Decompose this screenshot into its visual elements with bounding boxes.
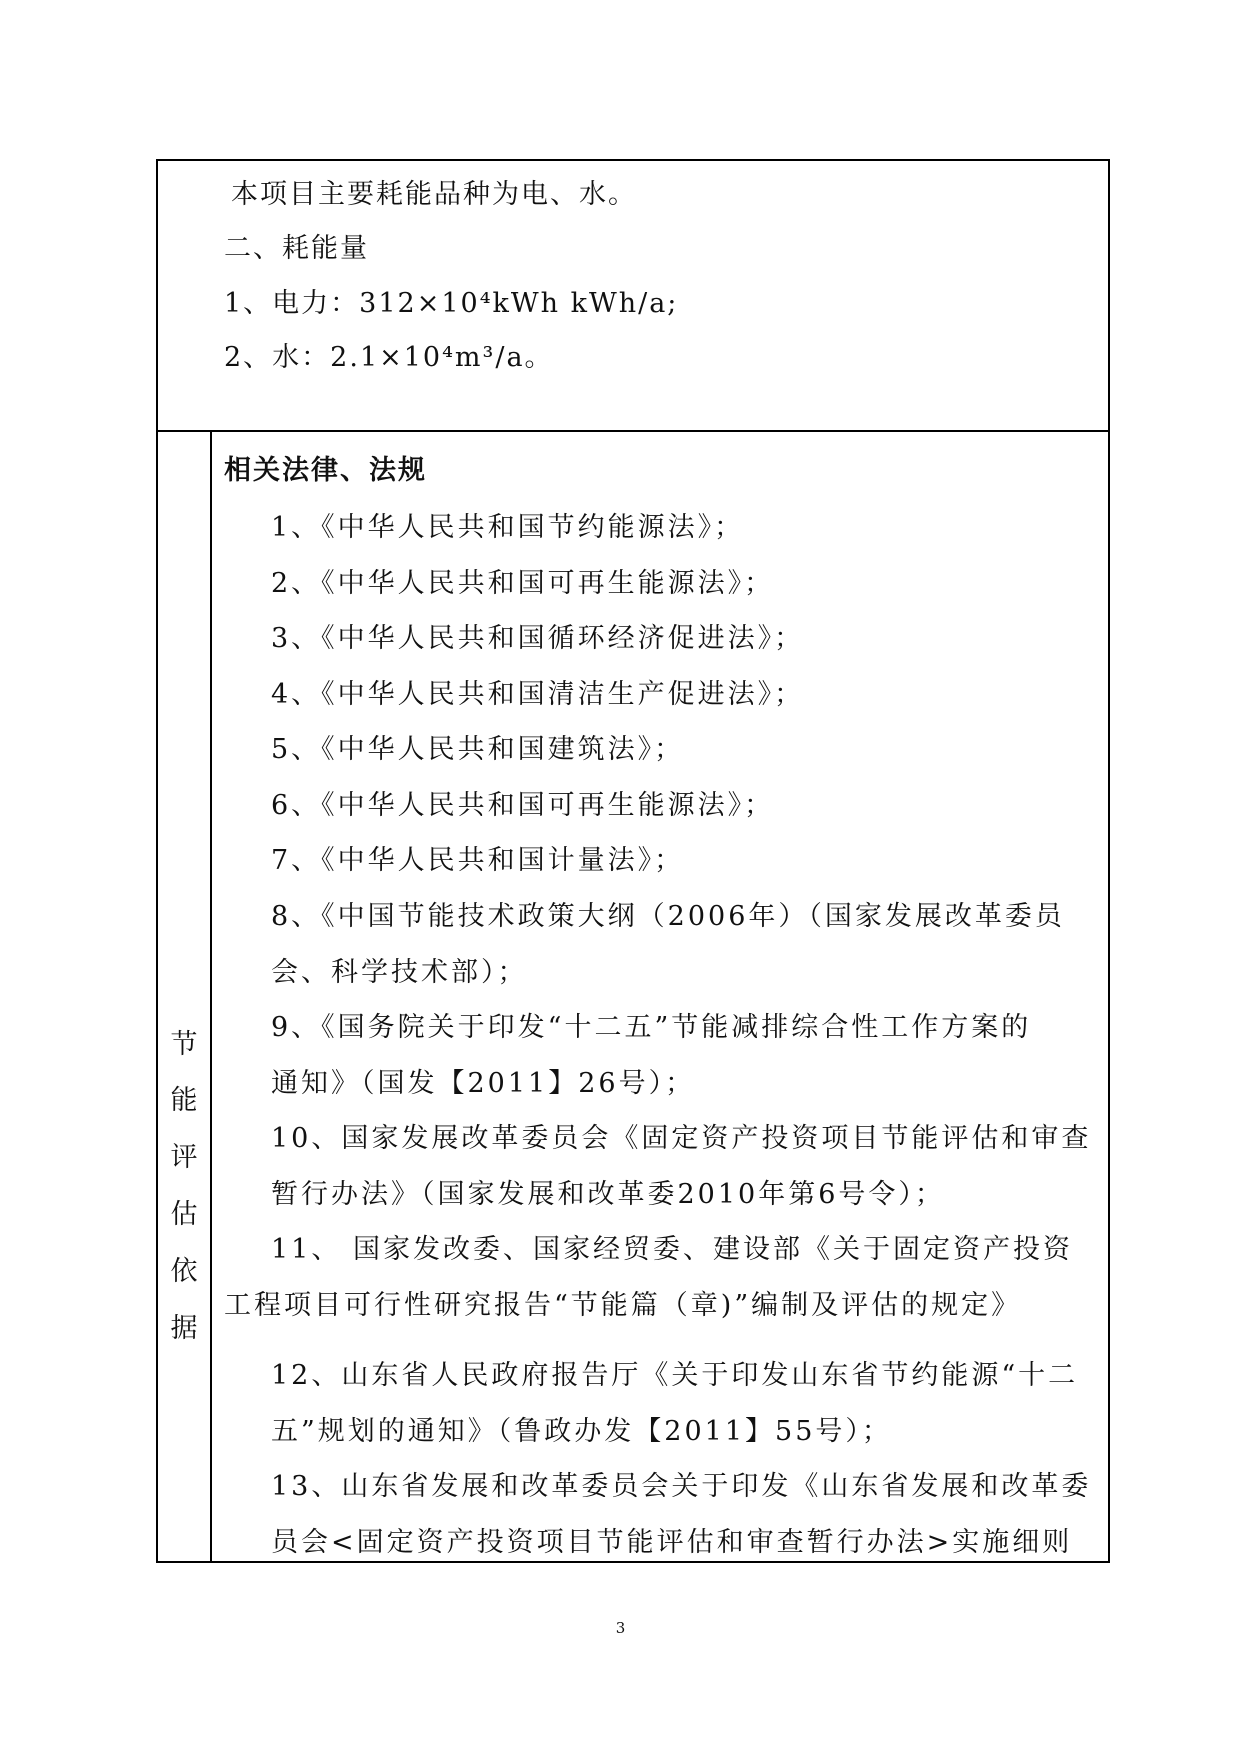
law-item: 1、《中华人民共和国节约能源法》； bbox=[271, 512, 745, 543]
label-char: 能 bbox=[170, 1085, 198, 1116]
basis-label-cell bbox=[158, 432, 210, 1561]
label-char: 节 bbox=[170, 1029, 198, 1060]
label-char: 依 bbox=[170, 1256, 198, 1287]
text-line: 本项目主要耗能品种为电、水。 bbox=[231, 179, 637, 210]
text-line: 二、耗能量 bbox=[224, 233, 369, 264]
law-item: 5、《中华人民共和国建筑法》； bbox=[271, 734, 685, 765]
section-heading: 相关法律、法规 bbox=[224, 455, 427, 486]
text-line: 1、电力：312×10⁴kWh kWh/a; bbox=[224, 288, 679, 319]
law-item: 12、山东省人民政府报告厅《关于印发山东省节约能源“十二 bbox=[271, 1360, 1079, 1391]
label-char: 据 bbox=[170, 1313, 198, 1344]
label-char: 估 bbox=[170, 1199, 198, 1230]
law-item: 8、《中国节能技术政策大纲（2006年）（国家发展改革委员 bbox=[271, 901, 1065, 932]
energy-consumption-cell bbox=[158, 161, 1108, 430]
law-item-continuation: 通知》（国发【2011】26号）； bbox=[271, 1068, 696, 1099]
law-item: 4、《中华人民共和国清洁生产促进法》； bbox=[271, 679, 805, 710]
law-item-continuation: 会、科学技术部）； bbox=[271, 957, 528, 988]
law-item: 9、《国务院关于印发“十二五”节能减排综合性工作方案的 bbox=[271, 1012, 1032, 1043]
document-table bbox=[156, 159, 1110, 1563]
law-item: 6、《中华人民共和国可再生能源法》； bbox=[271, 790, 775, 821]
page-number: 3 bbox=[615, 1619, 626, 1637]
law-item: 7、《中华人民共和国计量法》； bbox=[271, 845, 685, 876]
law-item-continuation: 员会<固定资产投资项目节能评估和审查暂行办法>实施细则 bbox=[271, 1527, 1073, 1558]
law-item: 3、《中华人民共和国循环经济促进法》； bbox=[271, 623, 805, 654]
basis-content-cell bbox=[212, 432, 1108, 1561]
label-char: 评 bbox=[170, 1142, 198, 1173]
law-item: 2、《中华人民共和国可再生能源法》； bbox=[271, 568, 775, 599]
law-item: 13、山东省发展和改革委员会关于印发《山东省发展和改革委 bbox=[271, 1471, 1092, 1502]
law-item: 11、 国家发改委、国家经贸委、建设部《关于固定资产投资 bbox=[271, 1234, 1073, 1265]
text-line: 2、水：2.1×10⁴m³/a。 bbox=[224, 342, 554, 373]
law-item: 10、国家发展改革委员会《固定资产投资项目节能评估和审查 bbox=[271, 1123, 1092, 1154]
law-item-continuation: 暂行办法》（国家发展和改革委2010年第6号令）； bbox=[271, 1179, 945, 1210]
law-item-continuation: 五”规划的通知》（鲁政办发【2011】55号）； bbox=[271, 1416, 892, 1447]
law-item-continuation: 工程项目可行性研究报告“节能篇（章)”编制及评估的规定》 bbox=[224, 1290, 1022, 1321]
